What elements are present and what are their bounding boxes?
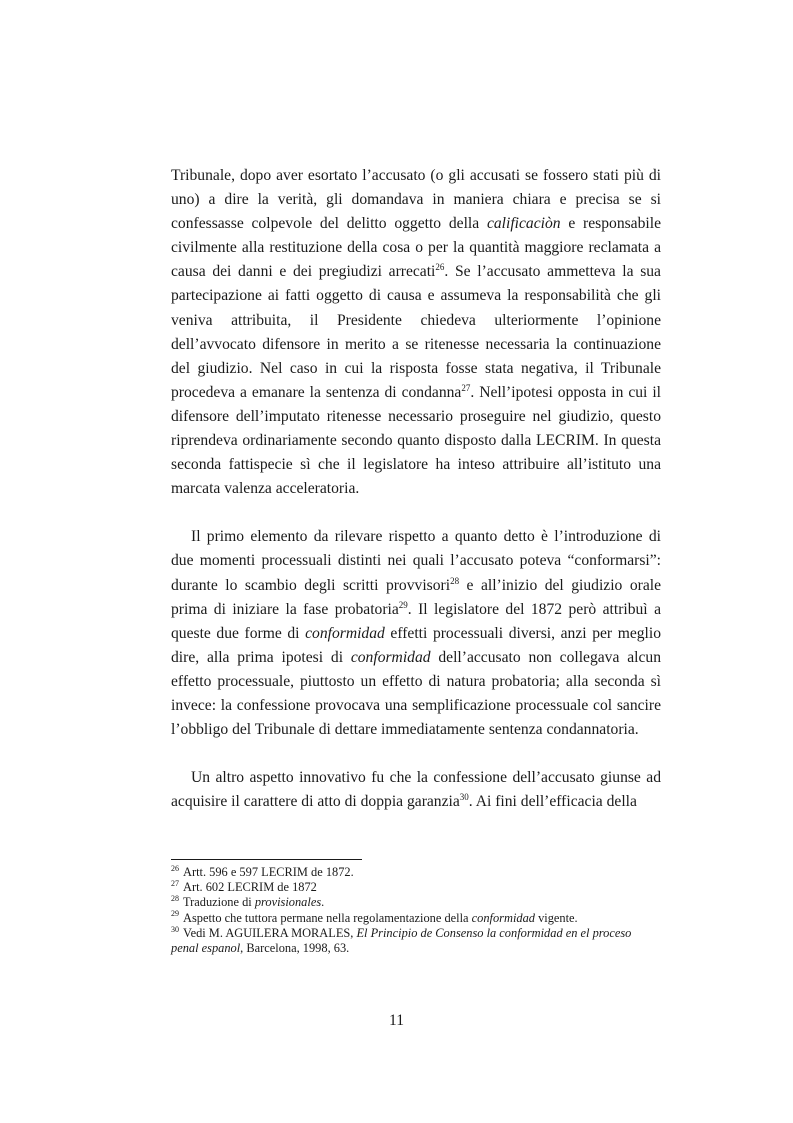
text-run: . Nell’ipotesi opposta in cui il difensore dell’imputato ritenesse necessario proseguire nel giudizio, questo riprendeva ordinariamente secondo quanto disposto dalla LECRIM. In questa seconda fattispecie sì che il legislatore ha inteso attribuire all’istituto una marcata valenza acceleratoria. — [171, 383, 661, 498]
footnote — [171, 880, 661, 895]
text-run: effetti processuali diversi, anzi per meglio dire, alla prima ipotesi di — [171, 624, 662, 666]
page-number: 11 — [388, 1012, 404, 1029]
text-run: e responsabile civilmente alla restituzione della cosa o per la quantità maggiore reclamata a causa dei danni e dei pregiudizi arrecati — [171, 215, 661, 281]
text-run: . Il legislatore del 1872 però attribuì a queste due forme di — [171, 600, 661, 642]
text-run: . Ai fini dell’efficacia della — [468, 793, 637, 811]
footnote-number: 29 — [171, 909, 179, 919]
footnote-ref: 29 — [398, 599, 408, 610]
footnotes — [171, 865, 661, 956]
footnote-ref: 27 — [461, 382, 471, 393]
text-run: vigente. — [534, 910, 578, 925]
text-run: Vedi M. AGUILERA MORALES, — [183, 925, 357, 940]
text-run: , Barcelona, 1998, 63. — [240, 941, 350, 956]
footnote-number: 30 — [171, 924, 179, 934]
footnote — [171, 865, 661, 880]
text-run: Tribunale, dopo aver esortato l’accusato (o gli accusati se fossero stati più di uno) a dire la verità, gli domandava in maniera chiara e precisa se si confessasse colpevole del delitto oggetto della — [171, 167, 661, 233]
footnote-ref: 28 — [450, 575, 460, 586]
italic-term: El Principio de Consenso la conformidad en el proceso penal espanol — [171, 925, 632, 956]
body-text — [171, 164, 661, 814]
footnote — [171, 895, 661, 910]
text-run: dell’accusato non collegava alcun effetto processuale, piuttosto un effetto di natura probatoria; alla seconda sì invece: la confessione provocava una semplificazione processuale col sancire l’obbligo del Tribunale di dettare immediatamente sentenza condannatoria. — [171, 648, 661, 739]
paragraph — [171, 525, 661, 742]
footnote-number: 28 — [171, 894, 179, 904]
italic-term: conformidad — [471, 910, 535, 925]
footnote — [171, 911, 661, 926]
italic-term: calificaciòn — [486, 215, 561, 233]
footnote-separator — [171, 859, 362, 860]
paragraph — [171, 766, 661, 814]
text-run: . — [321, 895, 325, 910]
text-run: . Se l’accusato ammetteva la sua partecipazione ai fatti oggetto di causa e assumeva la responsabilità che gli veniva attribuita, il Presidente chiedeva ulteriormente l’opinione dell’avvocato difensore in merito a se ritenesse necessaria la continuazione del giudizio. Nel caso in cui la risposta fosse stata negativa, il Tribunale procedeva a emanare la sentenza di condanna — [171, 263, 661, 401]
footnote-number: 27 — [171, 879, 179, 889]
text-run: Il primo elemento da rilevare rispetto a quanto detto è l’introduzione di due momenti processuali distinti nei quali l’accusato poteva “conformarsi”: durante lo scambio degli scritti provvisori — [171, 528, 661, 594]
footnote-number: 26 — [171, 863, 179, 873]
text-run: e all’inizio del giudizio orale prima di iniziare la fase probatoria — [171, 576, 661, 618]
text-run: Traduzione di — [183, 895, 255, 910]
footnote-ref: 26 — [435, 262, 445, 273]
italic-term: conformidad — [305, 624, 385, 642]
italic-term: conformidad — [350, 648, 431, 666]
text-run: Aspetto che tuttora permane nella regolamentazione della — [183, 910, 472, 925]
paragraph — [171, 164, 661, 501]
text-run: Art. 602 LECRIM de 1872 — [183, 880, 317, 895]
text-run: Artt. 596 e 597 LECRIM de 1872. — [183, 865, 354, 879]
footnote-ref: 30 — [459, 792, 469, 803]
footnote — [171, 926, 661, 956]
italic-term: provisionales — [254, 895, 322, 910]
text-run: Un altro aspetto innovativo fu che la confessione dell’accusato giunse ad acquisire il carattere di atto di doppia garanzia — [171, 769, 661, 811]
